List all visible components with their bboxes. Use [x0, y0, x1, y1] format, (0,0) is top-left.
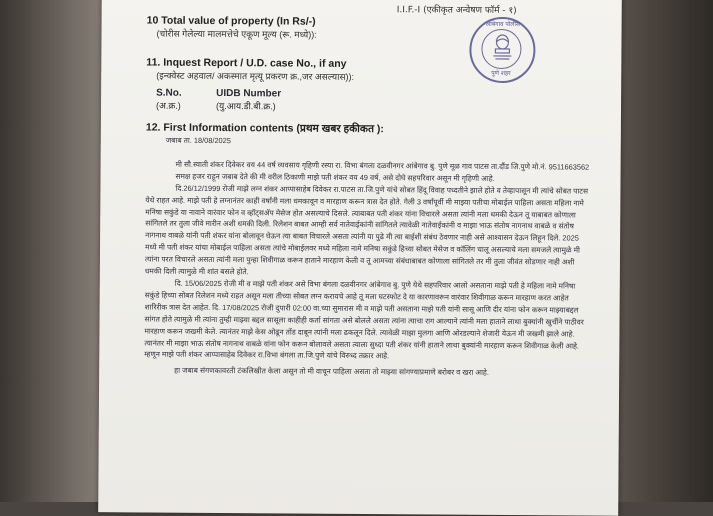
uidb-marathi-label: (यु.आय.डी.बी.क्र.) — [215, 100, 276, 112]
section-10 — [146, 15, 316, 41]
stamp-top-text: आंबेगाव पोलीस — [485, 20, 521, 29]
section-11-number: 11. — [146, 56, 164, 69]
section-11-subtitle: (इन्क्वेस्ट अहवाल/ अकस्मात मृत्यू प्रकरण क्र.,जर असल्यास)): — [156, 70, 355, 82]
background-left — [0, 0, 110, 502]
section-11-table-subheader — [156, 99, 354, 113]
document-page — [98, 0, 622, 516]
sno-label: S.No. — [156, 87, 182, 99]
statement-date: जबाब ता. 18/08/2025 — [165, 135, 231, 146]
section-12-title: 12. First Information contents (प्रथम खबर हकीकत ): — [145, 121, 384, 136]
section-10-subtitle: (चोरीस गेलेल्या मालमत्तेचे एकूण मूल्य (रू. मध्ये)): — [156, 28, 317, 40]
section-12-number: 12. — [145, 121, 164, 134]
section-10-title: 10 Total value of property (In Rs/-) — [146, 14, 316, 28]
stamp-bottom-text: पुणे शहर — [491, 69, 511, 78]
national-emblem-icon — [489, 32, 515, 64]
statement-paragraph-4: दि. 15/06/2025 रोजी मी व माझे पती शंकर असे विभा बंगला दळवीनगर आंबेगाव बु. पुणे येथे सहपरिवार आलो असताना माझे पती हे महिला नामे मनिषा सकुंडे हिच्या सोबत रिलेशन मध्ये राहत असून मला तीच्या सोबत लग्न करायचे आहे तू मला घटस्फोट दे या कारणावरून वारंवार शिवीगाळ करून मारहाण करत आहेत शारिरीक त्रास देत आहेत. दि. 17/08/2025 रोजी दुपारी 02:00 वा.च्या सुमारास मी व माझे पती असताना माझे पती यांनी सासू आणि दीर यांना फोन करून माझ्याबद्दल सांगत होते त्यामुळे मी त्यांना तुम्ही माझ्या बद्दल सासूला काहीही कर्ता सांगता असे बोलले असता त्यांना त्याचा राग आल्याने त्यांनी मला हाताने लाथा बुक्यांनी खुर्चीने पाठीवर मारहाण करून जखमी केले. त्यानंतर माझे केस ओढून तोंड दाबून त्यांनी मला ढकलून दिले. त्यावेळी माझा मुलगा आणि ओरडल्याने शेजारी येऊन मी जखमी झाले आहे. त्यानंतर मी माझा भाऊ संतोष नागनाथ वाबळे यांना फोन करून बोलावले असता त्याला सुध्दा पती शंकर यांनी हाताने लाथा बुक्यांनी मारहाण करून शिवीगाळ केली आहे. म्हणून माझे पती शंकर आप्पासाहेब दिवेकर रा.विभा बंगला ता.जि.पुणे यांचे विरुध्द तक्रार आहे. — [144, 278, 584, 361]
section-11-title: 11. Inquest Report / U.D. case No., if any — [146, 56, 347, 70]
statement-paragraph-5: हा जबाब संगणकावरती टंकलिखीत केला असून तो मी वाचून पाहिला असता तो माझ्या सांगण्याप्रमाणे बरोबर व खरा आहे. — [174, 366, 489, 378]
statement-paragraph-3: दि.26/12/1999 रोजी माझे लग्न शंकर आप्पासाहेब दिवेकर रा.पाटस ता.जि.पुणे यांचे सोबत हिंदू विवाह पध्दतीने झाले होते व तेव्हापासून मी त्यांचे सोबत पाटस येथे राहत आहे. माझे पती हे लग्नानंतर काही वर्षांनी मला धमकावून व मारहाण करून त्रास देत होते. गेली 3 वर्षांपूर्वी मी माझ्या पतीचा मोबाईल पाहिला असता महिला नामे मनिषा सकुंडे या नावाने वारंवार फोन व व्हॉट्सॲप मेसेज होत असल्याचे दिसले. त्याबाबत पती शंकर यांना विचारले असता त्यांनी मला धमकी देऊन तू याबाबत कोणाला सांगितले तर तुला जीवे मारीन अशी धमकी दिली. रिलेशन बाबत आम्ही सर्व नातेवाईकांनी सांगितले त्यावेळी नातेवाईकांनी व माझा भाऊ संतोष नागनाथ वाबळे व संतोष नागनाथ वाबळे यांनी पती शंकर यांना बोलावून घेऊन त्या बाबत विचारले असता त्यांनी या पुढे मी त्या बाईशी संबंध ठेवणार नाही असे आश्वासन देऊन लिहून दिले. 2025 मध्ये मी पती शंकर यांचा मोबाईल पाहिला असता त्यांचे मोबाईलवर मध्ये महिला नामे मनिषा सकुंडे हिच्या सोबत मेसेज व कॉलिंग चालू असल्याचे मला समजले त्यामुळे मी त्यांना परत विचारले असता त्यांनी मला पुन्हा शिवीगाळ करून हाताने मारहाण केली व तू आमच्या संबंधाबाबत कोणाला सांगितले तर मी तुला जीवंत सोडणार नाही अशी धमकी दिली त्यामुळे मी शांत बसले होते. — [144, 183, 589, 277]
section-11 — [146, 57, 354, 113]
form-identifier: I.I.F.-I (एकीकृत अन्वेषण फॉर्म - १) — [396, 5, 517, 17]
section-12 — [144, 121, 591, 380]
police-station-stamp — [469, 17, 535, 83]
background-right — [618, 0, 713, 502]
sno-marathi-label: (अ.क्र.) — [155, 100, 181, 111]
uidb-label: UIDB Number — [216, 87, 282, 100]
section-10-number: 10 — [146, 14, 162, 27]
statement-paragraph-2: समक्ष हजर राहून जबाब देते की मी वरील ठिकाणी माझे पती शंकर वय 49 वर्ष, असे दोघे सहपरिवार असून मी गृहिणी आहे. — [175, 171, 495, 183]
statement-paragraph-1: मी सौ.स्वाती शंकर दिवेकर वय 44 वर्ष व्यवसाय गृहिणी रस्या रा. विभा बंगला दळवीनगर आंबेगाव बु. पुणे मूळ गाव पाटस ता.दौंड जि.पुणे मो.नं. 9511663562 — [175, 159, 590, 172]
